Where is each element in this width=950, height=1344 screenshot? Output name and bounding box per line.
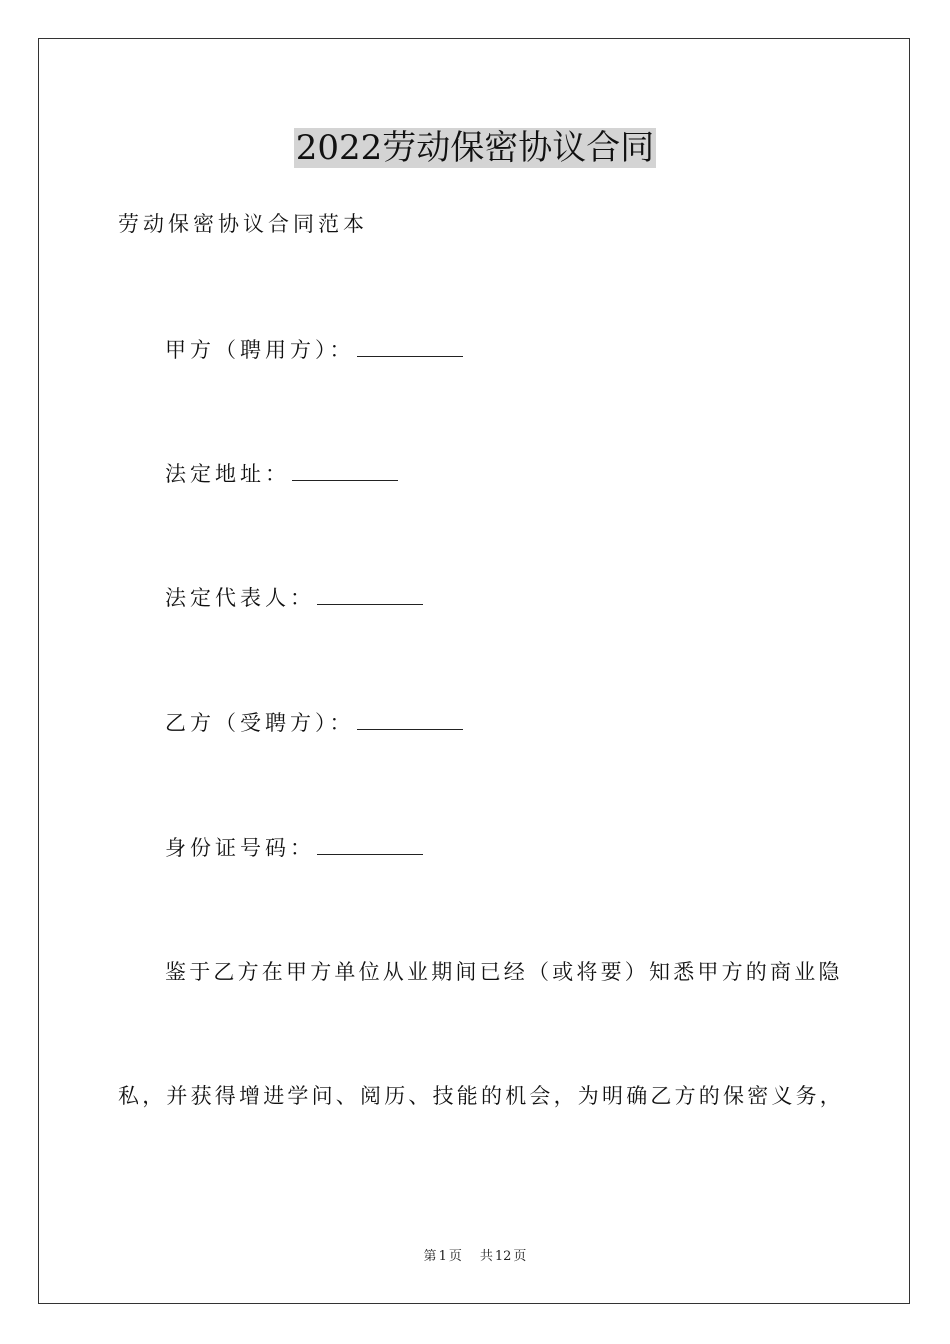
paragraph-line-1: 鉴于乙方在甲方单位从业期间已经（或将要）知悉甲方的商业隐: [165, 960, 843, 984]
title-block: [0, 128, 950, 168]
total-prefix: 共: [479, 1249, 493, 1264]
fill-blank[interactable]: [292, 460, 398, 481]
total-pages: 12: [494, 1249, 512, 1264]
fill-blank[interactable]: [317, 834, 423, 855]
total-suffix: 页: [513, 1249, 527, 1264]
field-party-b: [165, 709, 463, 737]
field-legal-representative: [165, 584, 423, 612]
page-prefix: 第: [423, 1249, 437, 1264]
field-label: 身份证号码：: [165, 836, 315, 860]
page-suffix: 页: [448, 1249, 462, 1264]
field-label: 甲方（聘用方）：: [165, 338, 355, 362]
field-label: 乙方（受聘方）：: [165, 711, 355, 735]
fill-blank[interactable]: [357, 709, 463, 730]
page-footer: [0, 1248, 950, 1266]
document-title: 2022劳动保密协议合同: [295, 128, 655, 168]
page-number: 1: [438, 1249, 447, 1264]
field-id-number: [165, 834, 423, 862]
fill-blank[interactable]: [357, 336, 463, 357]
document-subtitle: 劳动保密协议合同范本: [118, 212, 368, 236]
field-party-a: [165, 336, 463, 364]
field-label: 法定代表人：: [165, 586, 315, 610]
field-legal-address: [165, 460, 398, 488]
paragraph-line-2: 私，并获得增进学问、阅历、技能的机会，为明确乙方的保密义务，: [118, 1084, 844, 1108]
field-label: 法定地址：: [165, 462, 290, 486]
fill-blank[interactable]: [317, 584, 423, 605]
